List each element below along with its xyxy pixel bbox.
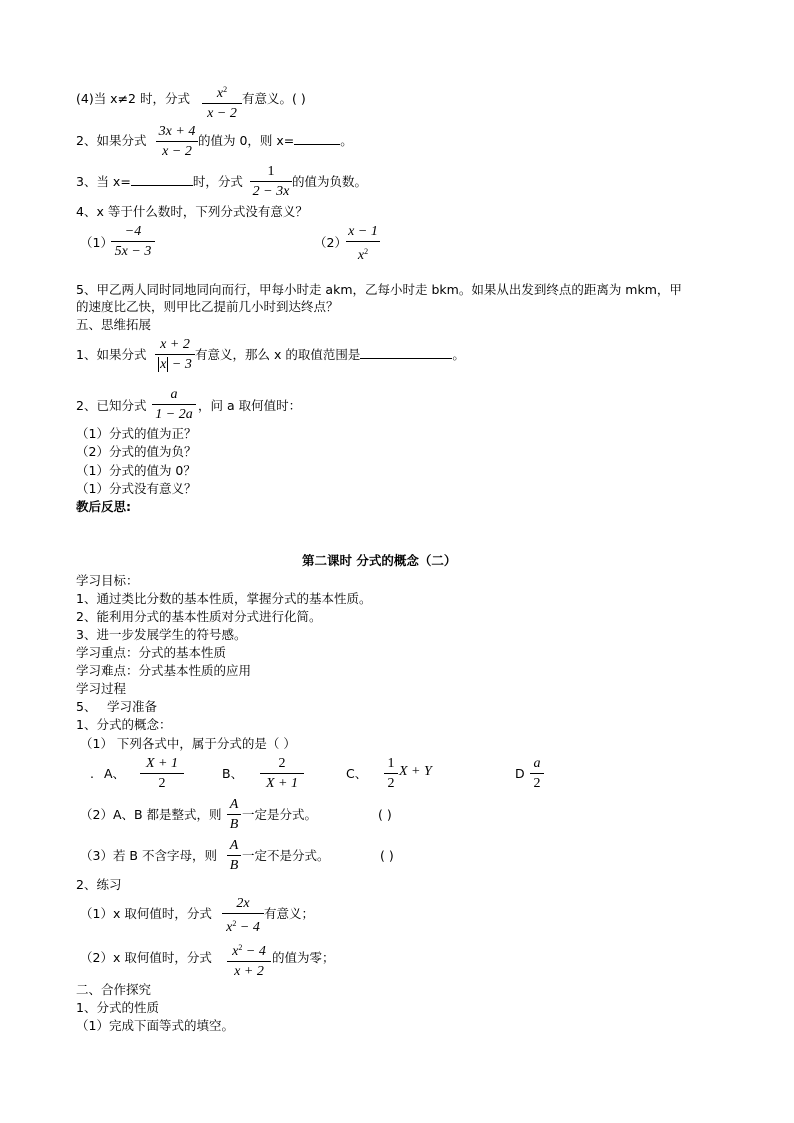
q3-tail: 一定不是分式。 — [242, 848, 330, 863]
p4-2-den-sup: 2 — [364, 247, 369, 256]
q3-num: A — [229, 838, 239, 853]
lesson-title: 第二课时 分式的概念（二） — [302, 553, 457, 568]
q1-a-num: X + 1 — [146, 756, 178, 771]
prep-title: 学习准备 — [107, 699, 158, 714]
q1-c-after: X + Y — [399, 764, 432, 779]
q2-label: （2）A、B 都是整式，则 — [80, 807, 222, 822]
p2-den: x − 2 — [162, 144, 192, 159]
key-point: 学习重点：分式的基本性质 — [76, 645, 227, 660]
fill-instruction: （1）完成下面等式的填空。 — [76, 1018, 234, 1033]
e1-fraction — [155, 336, 195, 373]
q4-den: x − 2 — [207, 106, 237, 121]
q4-label: (4)当 x≠2 时，分式 — [76, 91, 190, 106]
pr1-fraction — [222, 895, 264, 936]
goal-2: 2、能利用分式的基本性质对分式进行化简。 — [76, 609, 322, 624]
p3-num: 1 — [267, 164, 275, 179]
e1-num: x + 2 — [160, 337, 190, 352]
pr1-den-base: x — [226, 920, 233, 935]
pr2-num-rest: − 4 — [242, 944, 266, 959]
q1-option-c-label: C、 — [346, 766, 368, 781]
q1-option-d-label: D — [515, 766, 525, 781]
goals-header: 学习目标： — [76, 573, 139, 588]
q1-d-den: 2 — [533, 776, 541, 791]
q4-num-sup: 2 — [223, 85, 228, 94]
e2-item-1: （1）分式的值为正？ — [76, 426, 197, 441]
p3-tail: 的值为负数。 — [292, 174, 368, 189]
e2-item-2: （2）分式的值为负？ — [76, 444, 197, 459]
p5-line1: 5、甲乙两人同时同地同向而行，甲每小时走 akm，乙每小时走 bkm。如果从出发到终点的距离为 mkm，甲 — [76, 282, 682, 297]
section2-title: 二、合作探究 — [76, 982, 152, 997]
q1-c-num: 1 — [387, 756, 395, 771]
pr2-num-base: x — [232, 944, 239, 959]
prep-number: 5、 — [76, 699, 97, 714]
p3-mid: 时，分式 — [192, 174, 243, 189]
q3-den: B — [229, 858, 239, 873]
pr2-den: x + 2 — [234, 964, 264, 979]
q3-fraction — [227, 837, 241, 874]
q4-fraction — [202, 81, 242, 122]
process-label: 学习过程 — [76, 681, 127, 696]
q1-dot: . — [90, 766, 94, 781]
q1-a-den: 2 — [158, 776, 166, 791]
q1-option-c-fraction — [384, 755, 398, 792]
e2-label: 2、已知分式 — [76, 398, 147, 413]
q3-paren[interactable]: ( ) — [380, 848, 394, 863]
pr2-tail: 的值为零； — [272, 950, 335, 965]
p4-1-den: 5x − 3 — [114, 244, 152, 259]
pr1-den-sup: 2 — [232, 919, 237, 928]
q1-b-den: X + 1 — [266, 776, 298, 791]
concept-header: 1、分式的概念： — [76, 717, 172, 732]
p4-2-fraction — [346, 223, 380, 264]
p4-text: 4、x 等于什么数时，下列分式没有意义？ — [76, 204, 308, 219]
q2-paren[interactable]: ( ) — [378, 807, 392, 822]
p5-line2: 的速度比乙快，则甲比乙提前几小时到达终点？ — [76, 299, 339, 314]
practice-header: 2、练习 — [76, 877, 122, 892]
pr1-num: 2x — [236, 896, 250, 911]
q1-option-d-fraction — [530, 755, 544, 792]
e1-tail — [195, 347, 465, 363]
p3-line — [76, 174, 243, 190]
q2-den: B — [229, 817, 239, 832]
q1-option-a-label: A、 — [104, 766, 126, 781]
q4-num-base: x — [216, 86, 224, 101]
q1-option-a-fraction — [140, 755, 184, 792]
p2-num: 3x + 4 — [158, 124, 196, 139]
q1-text: （1） 下列各式中，属于分式的是（ ） — [80, 736, 296, 751]
q1-d-num: a — [533, 756, 541, 771]
e1-tail-text: 有意义，那么 x 的取值范围是 — [195, 347, 361, 362]
p4-1-num: −4 — [124, 224, 142, 239]
reflection-label: 教后反思: — [76, 499, 131, 514]
pr1-label: （1）x 取何值时，分式 — [80, 906, 212, 921]
e1-den-rest: − 3 — [168, 357, 192, 372]
p4-1-label: （1） — [80, 235, 113, 250]
p2-tail-text: 的值为 0，则 x= — [198, 133, 295, 148]
pr2-label: （2）x 取何值时，分式 — [80, 950, 212, 965]
difficulty: 学习难点：分式基本性质的应用 — [76, 663, 252, 678]
e1-answer-blank[interactable] — [360, 358, 452, 359]
p2-end: 。 — [340, 133, 353, 148]
q1-option-b-fraction — [260, 755, 304, 792]
q2-tail: 一定是分式。 — [242, 807, 318, 822]
pr2-num-sup: 2 — [238, 943, 243, 952]
e1-den-abs: x — [160, 357, 167, 372]
goal-3: 3、进一步发展学生的符号感。 — [76, 627, 247, 642]
e2-item-4: （1）分式没有意义？ — [76, 481, 197, 496]
e2-item-3: （1）分式的值为 0？ — [76, 463, 196, 478]
section5-title: 五、思维拓展 — [76, 317, 152, 332]
pr2-fraction — [227, 939, 271, 980]
q1-b-num: 2 — [278, 756, 286, 771]
e1-label: 1、如果分式 — [76, 347, 147, 362]
p3-answer-blank[interactable] — [131, 185, 193, 186]
p3-den: 2 − 3x — [252, 184, 290, 199]
p3-label: 3、当 x= — [76, 174, 131, 189]
e2-fraction — [152, 386, 196, 423]
q1-c-den: 2 — [387, 776, 395, 791]
p2-label: 2、如果分式 — [76, 133, 147, 148]
p4-1-fraction — [111, 223, 155, 260]
p2-answer-blank[interactable] — [294, 144, 340, 145]
e1-end: 。 — [452, 347, 465, 362]
p2-fraction — [156, 123, 198, 160]
q2-num: A — [229, 797, 239, 812]
p2-tail — [198, 133, 353, 149]
e2-den: 1 − 2a — [155, 407, 193, 422]
e2-num: a — [170, 387, 178, 402]
q3-label: （3）若 B 不含字母，则 — [80, 848, 217, 863]
q1-option-b-label: B、 — [222, 766, 244, 781]
q2-fraction — [227, 796, 241, 833]
p4-2-num: x − 1 — [348, 224, 378, 239]
pr1-tail: 有意义； — [264, 906, 315, 921]
property-header: 1、分式的性质 — [76, 1000, 159, 1015]
e2-tail: ，问 a 取何值时： — [198, 398, 302, 413]
pr1-den-rest: − 4 — [236, 920, 260, 935]
p3-fraction — [250, 163, 292, 200]
goal-1: 1、通过类比分数的基本性质，掌握分式的基本性质。 — [76, 591, 372, 606]
p4-2-label: （2） — [314, 235, 347, 250]
p4-2-den-base: x — [357, 248, 365, 263]
q4-tail: 有意义。( ) — [242, 91, 306, 106]
